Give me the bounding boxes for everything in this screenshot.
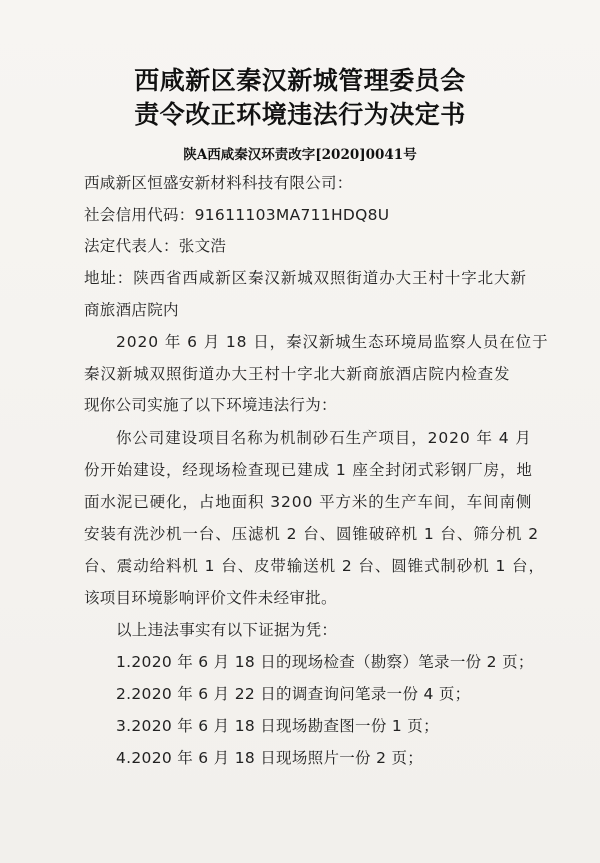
legal-representative: 法定代表人：张文浩 — [84, 237, 227, 255]
paragraph-2-line: 面水泥已硬化，占地面积 3200 平方米的生产车间，车间南侧 — [84, 493, 533, 511]
paragraph-2-line: 你公司建设项目名称为机制砂石生产项目，2020 年 4 月 — [116, 429, 532, 447]
paragraph-1-line: 2020 年 6 月 18 日，秦汉新城生态环境局监察人员在位于 — [116, 333, 549, 351]
address-line-1: 地址：陕西省西咸新区秦汉新城双照街道办大王村十字北大新 — [84, 269, 527, 287]
paragraph-2-line: 份开始建设，经现场检查现已建成 1 座全封闭式彩钢厂房，地 — [84, 461, 533, 479]
document-number: 陕A西咸秦汉环责改字[2020]0041号 — [183, 147, 417, 163]
evidence-item: 4.2020 年 6 月 18 日现场照片一份 2 页； — [116, 749, 424, 767]
paragraph-1-line: 秦汉新城双照街道办大王村十字北大新商旅酒店院内检查发 — [84, 365, 511, 383]
credit-code: 社会信用代码：91611103MA711HDQ8U — [84, 206, 390, 224]
paragraph-2-line: 该项目环境影响评价文件未经审批。 — [84, 589, 337, 607]
evidence-intro: 以上违法事实有以下证据为凭： — [116, 621, 338, 639]
address-line-2: 商旅酒店院内 — [84, 301, 179, 319]
evidence-item: 3.2020 年 6 月 18 日现场勘查图一份 1 页； — [116, 717, 439, 735]
evidence-item: 2.2020 年 6 月 22 日的调查询问笔录一份 4 页； — [116, 685, 471, 703]
addressee: 西咸新区恒盛安新材料科技有限公司： — [84, 174, 353, 192]
document-title-line2: 责令改正环境违法行为决定书 — [134, 100, 466, 129]
paragraph-2-line: 安装有洗沙机一台、压滤机 2 台、圆锥破碎机 1 台、筛分机 2 — [84, 525, 540, 543]
document-title-line1: 西咸新区秦汉新城管理委员会 — [134, 66, 466, 95]
paragraph-1-line: 现你公司实施了以下环境违法行为： — [84, 396, 337, 414]
paragraph-2-line: 台、震动给料机 1 台、皮带输送机 2 台、圆锥式制砂机 1 台， — [84, 557, 545, 575]
evidence-item: 1.2020 年 6 月 18 日的现场检查（勘察）笔录一份 2 页； — [116, 653, 534, 671]
